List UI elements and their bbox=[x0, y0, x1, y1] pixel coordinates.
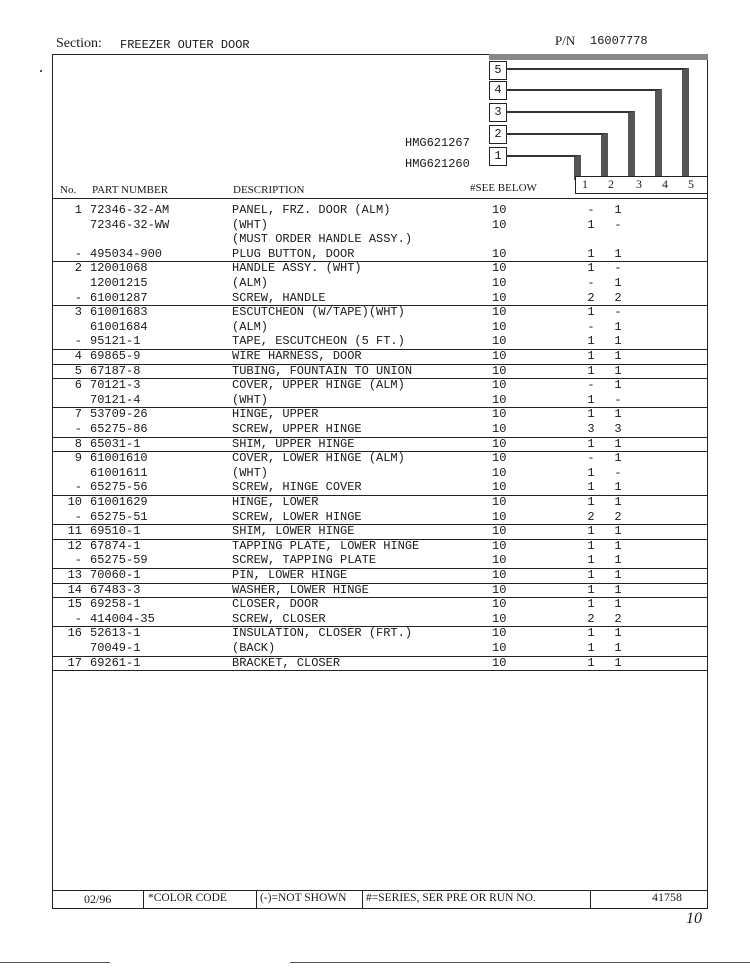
model-col-1: 1 bbox=[582, 177, 588, 191]
row-see-below: 10 bbox=[492, 261, 507, 276]
model-col-5: 5 bbox=[688, 177, 694, 191]
row-part-number: 12001068 bbox=[90, 261, 148, 276]
row-model-2-qty: - bbox=[614, 392, 622, 407]
row-description: (BACK) bbox=[232, 641, 276, 655]
row-model-2-qty: 2 bbox=[614, 290, 622, 305]
row-see-below: 10 bbox=[492, 509, 507, 524]
row-see-below: 10 bbox=[492, 465, 507, 480]
row-see-below: 10 bbox=[492, 626, 507, 641]
row-model-2-qty: - bbox=[614, 305, 622, 320]
row-part-number: 61001683 bbox=[90, 305, 148, 320]
row-see-below: 10 bbox=[492, 392, 507, 407]
row-part-number: 65275-59 bbox=[90, 553, 148, 568]
model-slot-3: 3 bbox=[489, 103, 507, 122]
pn-label: P/N bbox=[555, 33, 576, 48]
row-description: BRACKET, CLOSER bbox=[232, 655, 341, 670]
col-header-part-number: PART NUMBER bbox=[92, 184, 169, 196]
table-row bbox=[52, 393, 708, 409]
section-name: FREEZER OUTER DOOR bbox=[120, 38, 250, 52]
row-item-number: 10 bbox=[67, 495, 82, 509]
row-model-2-qty: 1 bbox=[614, 626, 622, 641]
row-part-number: 70121-3 bbox=[90, 378, 141, 393]
footer-color-code: *COLOR CODE bbox=[148, 892, 227, 904]
table-row bbox=[52, 612, 708, 628]
table-row bbox=[52, 466, 708, 481]
row-see-below: 10 bbox=[492, 495, 507, 509]
footer-series-note: #=SERIES, SER PRE OR RUN NO. bbox=[366, 892, 536, 904]
table-row bbox=[52, 422, 708, 438]
row-model-2-qty: 1 bbox=[614, 495, 622, 509]
row-model-2-qty: 1 bbox=[614, 276, 622, 290]
row-part-number: 69510-1 bbox=[90, 524, 141, 539]
row-model-2-qty: 3 bbox=[614, 422, 622, 436]
row-model-2-qty: - bbox=[614, 465, 622, 480]
row-model-1-qty: 1 bbox=[587, 582, 595, 597]
row-model-1-qty: 1 bbox=[587, 217, 595, 232]
row-description: SHIM, LOWER HINGE bbox=[232, 524, 355, 539]
model-col-2: 2 bbox=[608, 177, 614, 191]
row-model-2-qty: 1 bbox=[614, 655, 622, 670]
row-model-1-qty: 1 bbox=[587, 641, 595, 655]
row-model-1-qty: 1 bbox=[587, 349, 595, 363]
row-see-below: 10 bbox=[492, 538, 507, 553]
row-description: SCREW, HANDLE bbox=[232, 290, 326, 305]
row-part-number: 12001215 bbox=[90, 276, 148, 290]
row-item-number: 11 bbox=[67, 524, 82, 539]
row-model-1-qty: 1 bbox=[587, 305, 595, 320]
row-item-number: - bbox=[74, 480, 82, 495]
row-model-1-qty: 2 bbox=[587, 290, 595, 305]
row-model-1-qty: - bbox=[587, 451, 595, 466]
row-part-number: 67187-8 bbox=[90, 363, 141, 378]
table-row bbox=[52, 218, 708, 233]
table-row bbox=[52, 305, 708, 320]
table-row bbox=[52, 364, 708, 380]
row-description: CLOSER, DOOR bbox=[232, 597, 319, 612]
row-description: INSULATION, CLOSER (FRT.) bbox=[232, 626, 413, 641]
row-part-number: 61001684 bbox=[90, 319, 148, 334]
row-description: COVER, UPPER HINGE (ALM) bbox=[232, 378, 405, 393]
row-part-number: 65031-1 bbox=[90, 436, 141, 451]
row-see-below: 10 bbox=[492, 597, 507, 612]
row-model-2-qty: 1 bbox=[614, 568, 622, 582]
row-description: (MUST ORDER HANDLE ASSY.) bbox=[232, 232, 413, 247]
table-row bbox=[52, 626, 708, 641]
row-model-1-qty: 1 bbox=[587, 553, 595, 568]
row-model-1-qty: - bbox=[587, 203, 595, 217]
row-item-number: 2 bbox=[74, 261, 82, 276]
table-row bbox=[52, 568, 708, 584]
row-item-number: 6 bbox=[74, 378, 82, 393]
row-model-2-qty: - bbox=[614, 261, 622, 276]
row-description: SCREW, TAPPING PLATE bbox=[232, 553, 377, 568]
row-description: COVER, LOWER HINGE (ALM) bbox=[232, 451, 405, 466]
row-item-number: - bbox=[74, 246, 82, 261]
table-row bbox=[52, 539, 708, 554]
row-description: (WHT) bbox=[232, 465, 269, 480]
row-item-number: 17 bbox=[67, 655, 82, 670]
row-model-2-qty: 1 bbox=[614, 319, 622, 334]
row-see-below: 10 bbox=[492, 480, 507, 495]
row-see-below: 10 bbox=[492, 276, 507, 290]
row-description: SCREW, HINGE COVER bbox=[232, 480, 362, 495]
table-row bbox=[52, 261, 708, 276]
row-part-number: 95121-1 bbox=[90, 334, 141, 349]
row-model-1-qty: - bbox=[587, 319, 595, 334]
row-model-1-qty: 1 bbox=[587, 655, 595, 670]
row-description: PIN, LOWER HINGE bbox=[232, 568, 348, 582]
row-part-number: 61001287 bbox=[90, 290, 148, 305]
row-item-number: 8 bbox=[74, 436, 82, 451]
row-part-number: 65275-86 bbox=[90, 422, 148, 436]
table-row bbox=[52, 407, 708, 422]
row-see-below: 10 bbox=[492, 319, 507, 334]
row-model-2-qty: 1 bbox=[614, 597, 622, 612]
footer-doc-number: 41758 bbox=[652, 890, 682, 904]
row-description: (WHT) bbox=[232, 217, 269, 232]
row-item-number: 9 bbox=[74, 451, 82, 466]
row-item-number: - bbox=[74, 290, 82, 305]
table-row bbox=[52, 510, 708, 526]
row-model-1-qty: 3 bbox=[587, 422, 595, 436]
row-description: PANEL, FRZ. DOOR (ALM) bbox=[232, 203, 391, 217]
row-description: WASHER, LOWER HINGE bbox=[232, 582, 369, 597]
row-part-number: 53709-26 bbox=[90, 407, 148, 422]
row-model-1-qty: 1 bbox=[587, 524, 595, 539]
col-header-no: No. bbox=[60, 184, 77, 196]
table-row bbox=[52, 641, 708, 657]
row-part-number: 65275-56 bbox=[90, 480, 148, 495]
row-model-2-qty: 1 bbox=[614, 363, 622, 378]
row-see-below: 10 bbox=[492, 611, 507, 626]
table-row bbox=[52, 597, 708, 612]
model-name-2: HMG621267 bbox=[405, 136, 470, 150]
row-item-number: 1 bbox=[74, 203, 82, 217]
row-part-number: 69258-1 bbox=[90, 597, 141, 612]
row-model-1-qty: 1 bbox=[587, 465, 595, 480]
row-item-number: 12 bbox=[67, 538, 82, 553]
row-description: PLUG BUTTON, DOOR bbox=[232, 246, 355, 261]
row-model-1-qty: - bbox=[587, 378, 595, 393]
col-header-see-below: #SEE BELOW bbox=[470, 182, 537, 194]
row-item-number: 4 bbox=[74, 349, 82, 363]
row-model-1-qty: 1 bbox=[587, 568, 595, 582]
row-part-number: 69261-1 bbox=[90, 655, 141, 670]
table-row bbox=[52, 583, 708, 599]
row-description: TUBING, FOUNTAIN TO UNION bbox=[232, 363, 413, 378]
footer-not-shown: (-)=NOT SHOWN bbox=[260, 892, 347, 904]
table-row bbox=[52, 232, 708, 247]
row-part-number: 414004-35 bbox=[90, 611, 155, 626]
row-model-2-qty: 1 bbox=[614, 246, 622, 261]
row-model-2-qty: 1 bbox=[614, 436, 622, 451]
row-model-2-qty: 1 bbox=[614, 582, 622, 597]
row-see-below: 10 bbox=[492, 553, 507, 568]
table-row bbox=[52, 656, 708, 672]
row-model-1-qty: 1 bbox=[587, 392, 595, 407]
row-model-2-qty: 1 bbox=[614, 378, 622, 393]
row-description: (ALM) bbox=[232, 319, 269, 334]
row-model-2-qty: 1 bbox=[614, 538, 622, 553]
row-part-number: 61001610 bbox=[90, 451, 148, 466]
row-part-number: 72346-32-AM bbox=[90, 203, 170, 217]
row-part-number: 70060-1 bbox=[90, 568, 141, 582]
row-see-below: 10 bbox=[492, 305, 507, 320]
row-description: HANDLE ASSY. (WHT) bbox=[232, 261, 362, 276]
row-description: HINGE, LOWER bbox=[232, 495, 319, 509]
row-model-2-qty: 1 bbox=[614, 334, 622, 349]
model-step-1 bbox=[506, 155, 581, 180]
row-see-below: 10 bbox=[492, 582, 507, 597]
row-model-1-qty: 1 bbox=[587, 363, 595, 378]
row-see-below: 10 bbox=[492, 290, 507, 305]
row-see-below: 10 bbox=[492, 246, 507, 261]
model-name-1: HMG621260 bbox=[405, 157, 470, 171]
row-see-below: 10 bbox=[492, 568, 507, 582]
row-see-below: 10 bbox=[492, 524, 507, 539]
table-row bbox=[52, 480, 708, 496]
row-model-1-qty: 1 bbox=[587, 246, 595, 261]
row-see-below: 10 bbox=[492, 378, 507, 393]
row-part-number: 67874-1 bbox=[90, 538, 141, 553]
row-item-number: 15 bbox=[67, 597, 82, 612]
row-item-number: - bbox=[74, 509, 82, 524]
row-description: SCREW, CLOSER bbox=[232, 611, 326, 626]
row-model-2-qty: 1 bbox=[614, 480, 622, 495]
table-row bbox=[52, 553, 708, 569]
row-model-1-qty: 1 bbox=[587, 597, 595, 612]
row-description: HINGE, UPPER bbox=[232, 407, 319, 422]
row-see-below: 10 bbox=[492, 363, 507, 378]
row-model-1-qty: - bbox=[587, 276, 595, 290]
row-part-number: 70121-4 bbox=[90, 392, 141, 407]
section-label: Section: bbox=[56, 36, 102, 51]
model-slot-4: 4 bbox=[489, 81, 507, 100]
row-see-below: 10 bbox=[492, 436, 507, 451]
row-model-2-qty: 2 bbox=[614, 509, 622, 524]
footer-date: 02/96 bbox=[84, 892, 112, 906]
row-see-below: 10 bbox=[492, 422, 507, 436]
row-model-1-qty: 1 bbox=[587, 626, 595, 641]
row-part-number: 52613-1 bbox=[90, 626, 141, 641]
row-model-2-qty: 1 bbox=[614, 524, 622, 539]
row-item-number: - bbox=[74, 553, 82, 568]
row-description: SHIM, UPPER HINGE bbox=[232, 436, 355, 451]
model-header-shade bbox=[489, 54, 708, 60]
table-row bbox=[52, 334, 708, 350]
row-model-1-qty: 2 bbox=[587, 611, 595, 626]
row-model-2-qty: 1 bbox=[614, 349, 622, 363]
row-model-1-qty: 1 bbox=[587, 480, 595, 495]
row-part-number: 495034-900 bbox=[90, 246, 163, 261]
row-model-2-qty: 1 bbox=[614, 641, 622, 655]
row-model-1-qty: 1 bbox=[587, 538, 595, 553]
row-item-number: 7 bbox=[74, 407, 82, 422]
row-description: SCREW, LOWER HINGE bbox=[232, 509, 362, 524]
row-item-number: 16 bbox=[67, 626, 82, 641]
row-part-number: 72346-32-WW bbox=[90, 217, 170, 232]
footer-divider bbox=[52, 890, 708, 891]
row-part-number: 69865-9 bbox=[90, 349, 141, 363]
row-see-below: 10 bbox=[492, 655, 507, 670]
row-description: ESCUTCHEON (W/TAPE)(WHT) bbox=[232, 305, 405, 320]
model-col-4: 4 bbox=[662, 177, 668, 191]
model-slot-5: 5 bbox=[489, 61, 507, 80]
row-description: TAPE, ESCUTCHEON (5 FT.) bbox=[232, 334, 405, 349]
table-row bbox=[52, 291, 708, 307]
table-row bbox=[52, 320, 708, 335]
row-description: (ALM) bbox=[232, 276, 269, 290]
row-see-below: 10 bbox=[492, 451, 507, 466]
row-model-2-qty: 1 bbox=[614, 451, 622, 466]
table-row bbox=[52, 203, 708, 218]
row-model-1-qty: 1 bbox=[587, 334, 595, 349]
table-row bbox=[52, 451, 708, 466]
row-see-below: 10 bbox=[492, 641, 507, 655]
page-number: 10 bbox=[686, 910, 702, 927]
row-item-number: - bbox=[74, 334, 82, 349]
table-row bbox=[52, 495, 708, 510]
table-row bbox=[52, 247, 708, 263]
row-part-number: 67483-3 bbox=[90, 582, 141, 597]
pn-value: 16007778 bbox=[590, 34, 648, 48]
row-model-2-qty: 2 bbox=[614, 611, 622, 626]
row-item-number: - bbox=[74, 611, 82, 626]
model-slot-1: 1 bbox=[489, 147, 507, 166]
row-part-number: 61001611 bbox=[90, 465, 148, 480]
table-row bbox=[52, 349, 708, 365]
row-part-number: 70049-1 bbox=[90, 641, 141, 655]
row-item-number: - bbox=[74, 422, 82, 436]
row-model-2-qty: 1 bbox=[614, 553, 622, 568]
row-see-below: 10 bbox=[492, 203, 507, 217]
table-row bbox=[52, 524, 708, 540]
row-model-1-qty: 1 bbox=[587, 495, 595, 509]
row-item-number: 3 bbox=[74, 305, 82, 320]
row-see-below: 10 bbox=[492, 217, 507, 232]
model-slot-2: 2 bbox=[489, 125, 507, 144]
row-description: (WHT) bbox=[232, 392, 269, 407]
row-part-number: 65275-51 bbox=[90, 509, 148, 524]
row-model-1-qty: 1 bbox=[587, 436, 595, 451]
row-model-2-qty: 1 bbox=[614, 203, 622, 217]
row-see-below: 10 bbox=[492, 407, 507, 422]
col-header-description: DESCRIPTION bbox=[233, 184, 305, 196]
row-model-1-qty: 1 bbox=[587, 407, 595, 422]
row-item-number: 5 bbox=[74, 363, 82, 378]
row-see-below: 10 bbox=[492, 349, 507, 363]
row-part-number: 61001629 bbox=[90, 495, 148, 509]
row-see-below: 10 bbox=[492, 334, 507, 349]
row-description: TAPPING PLATE, LOWER HINGE bbox=[232, 538, 420, 553]
row-description: SCREW, UPPER HINGE bbox=[232, 422, 362, 436]
row-model-2-qty: 1 bbox=[614, 407, 622, 422]
row-model-2-qty: - bbox=[614, 217, 622, 232]
table-row bbox=[52, 378, 708, 393]
row-description: WIRE HARNESS, DOOR bbox=[232, 349, 362, 363]
header-divider bbox=[52, 198, 708, 199]
row-model-1-qty: 1 bbox=[587, 261, 595, 276]
row-item-number: 13 bbox=[67, 568, 82, 582]
table-row bbox=[52, 437, 708, 453]
row-item-number: 14 bbox=[67, 582, 82, 597]
table-row bbox=[52, 276, 708, 291]
row-model-1-qty: 2 bbox=[587, 509, 595, 524]
model-col-3: 3 bbox=[636, 177, 642, 191]
